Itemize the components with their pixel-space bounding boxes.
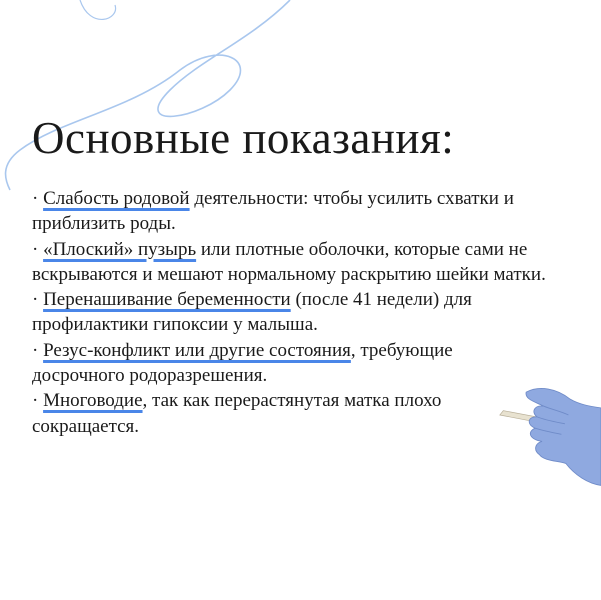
bullet: ·: [32, 188, 39, 209]
list-item: [32, 287, 592, 338]
highlighted-text: Слабость родовой: [43, 188, 190, 209]
list-item: [32, 237, 592, 288]
bullet: ·: [32, 390, 39, 412]
bullet: ·: [32, 238, 39, 260]
highlighted-text: Перенашивание беременности: [43, 289, 291, 311]
item-text: , требующие досрочного родоразрешения.: [32, 339, 453, 387]
item-text: или плотные оболочки, которые сами не вскрываются и мешают нормальному раскрытию шейки матки.: [32, 238, 546, 285]
list-item: [32, 186, 592, 237]
highlighted-text: «Плоский» пузырь: [43, 238, 197, 260]
page-title: Основные показания:: [32, 113, 455, 163]
bullet: ·: [32, 289, 39, 311]
indications-list: [32, 186, 592, 439]
item-text: , так как перерастянутая матка плохо сокращается.: [32, 390, 442, 437]
highlighted-text: Многоводие: [43, 390, 143, 412]
item-text: деятельности: чтобы усилить схватки и приблизить роды.: [32, 188, 514, 235]
list-item: [32, 338, 477, 389]
highlighted-text: Резус-конфликт или другие состояния: [43, 339, 351, 361]
list-item: [32, 388, 477, 439]
item-text: (после 41 недели) для профилактики гипоксии у малыша.: [32, 289, 472, 336]
bullet: ·: [32, 339, 39, 361]
